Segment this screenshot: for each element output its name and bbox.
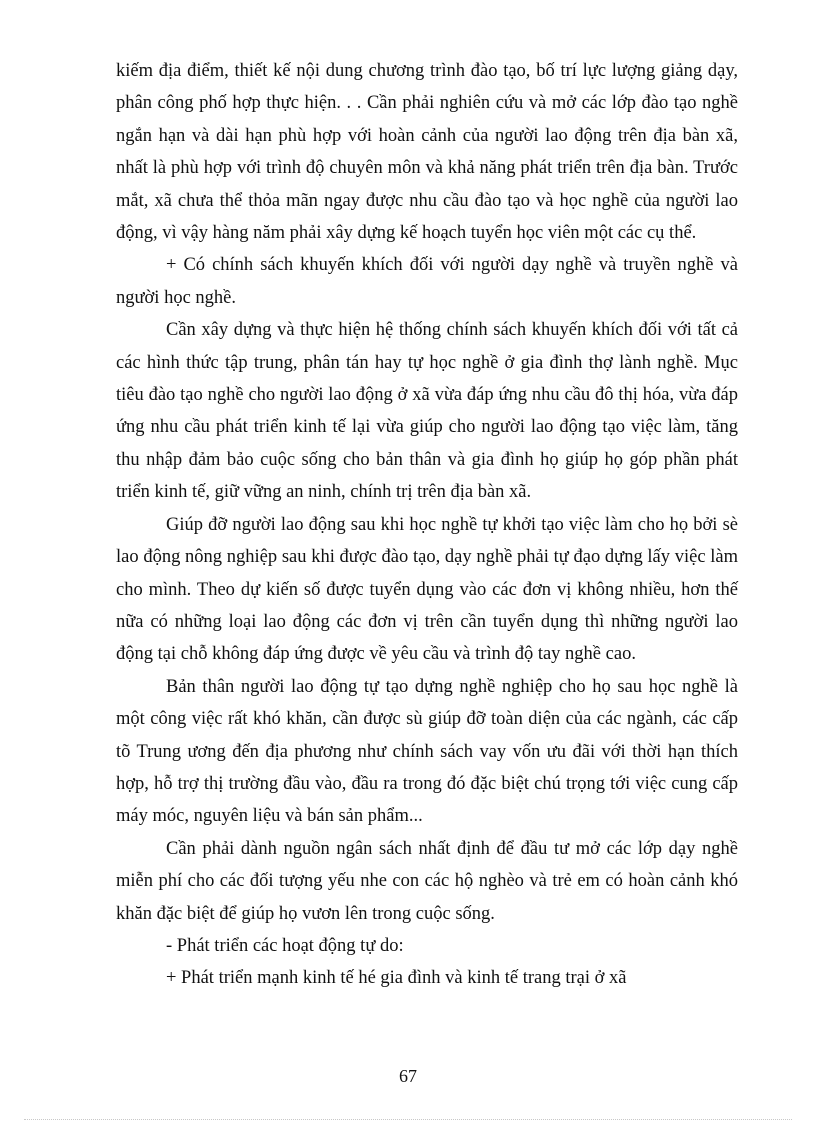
paragraph-job-creation: Giúp đỡ người lao động sau khi học nghề tự khởi tạo việc làm cho họ bởi sè lao động nông nghiệp sau khi được đào tạo, dạy nghề phải tự đạo dựng lấy việc làm cho mình. Theo dự kiến số được tuyển dụng vào các đơn vị không nhiều, hơn thế nữa có những loại lao động các đơn vị trên cần tuyển dụng thì những người lao động tại chỗ không đáp ứng được về yêu cầu và trình độ tay nghề cao. — [116, 514, 738, 665]
paragraph-budget: Cần phải dành nguồn ngân sách nhất định để đầu tư mở các lớp dạy nghề miễn phí cho các đối tượng yếu nhe con các hộ nghèo và trẻ em có hoàn cảnh khó khăn đặc biệt để giúp họ vươn lên trong cuộc sống. — [116, 838, 738, 924]
paragraph-self-employment: Bản thân người lao động tự tạo dựng nghề nghiệp cho họ sau học nghề là một công việc rất khó khăn, cần được sù giúp đỡ toàn diện của các ngành, các cấp tõ Trung ương đến địa phương như chính sách vay vốn ưu đãi với thời hạn thích hợp, hỗ trợ thị trường đầu vào, đầu ra trong đó đặc biệt chú trọng tới việc cung cấp máy móc, nguyên liệu và bán sản phẩm... — [116, 676, 738, 827]
document-body — [116, 55, 738, 995]
paragraph-incentive-policy: Cần xây dựng và thực hiện hệ thống chính sách khuyến khích đối với tất cả các hình thức tập trung, phân tán hay tự học nghề ở gia đình thợ lành nghề. Mục tiêu đào tạo nghề cho người lao động ở xã vừa đáp ứng nhu cầu đô thị hóa, vừa đáp ứng nhu cầu phát triển kinh tế lại vừa giúp cho người lao động tạo việc làm, tăng thu nhập đảm bảo cuộc sống cho bản thân và gia đình họ giúp họ góp phần phát triển kinh tế, giữ vững an ninh, chính trị trên địa bàn xã. — [116, 320, 738, 503]
paragraph-continuation: kiếm địa điểm, thiết kế nội dung chương trình đào tạo, bố trí lực lượng giảng dạy, phân công phố hợp thực hiện. . . Cần phải nghiên cứu và mở các lớp đào tạo nghề ngắn hạn và dài hạn phù hợp với hoàn cảnh của người lao động trên địa bàn xã, nhất là phù hợp với trình độ chuyên môn và khả năng phát triển trên địa bàn. Trước mắt, xã chưa thể thỏa mãn ngay được nhu cầu đào tạo và học nghề của người lao động, vì vậy hàng năm phải xây dựng kế hoạch tuyển học viên một các cụ thể. — [116, 61, 738, 244]
paragraph-free-activities-heading: - Phát triển các hoạt động tự do: — [166, 935, 404, 956]
paragraph-household-economy: + Phát triển mạnh kinh tế hé gia đình và kinh tế trang trại ở xã — [166, 968, 627, 989]
page-bottom-divider — [24, 1119, 792, 1120]
page-number: 67 — [399, 1066, 417, 1086]
paragraph-policy-heading: + Có chính sách khuyến khích đối với người dạy nghề và truyền nghề và người học nghề. — [116, 255, 738, 308]
